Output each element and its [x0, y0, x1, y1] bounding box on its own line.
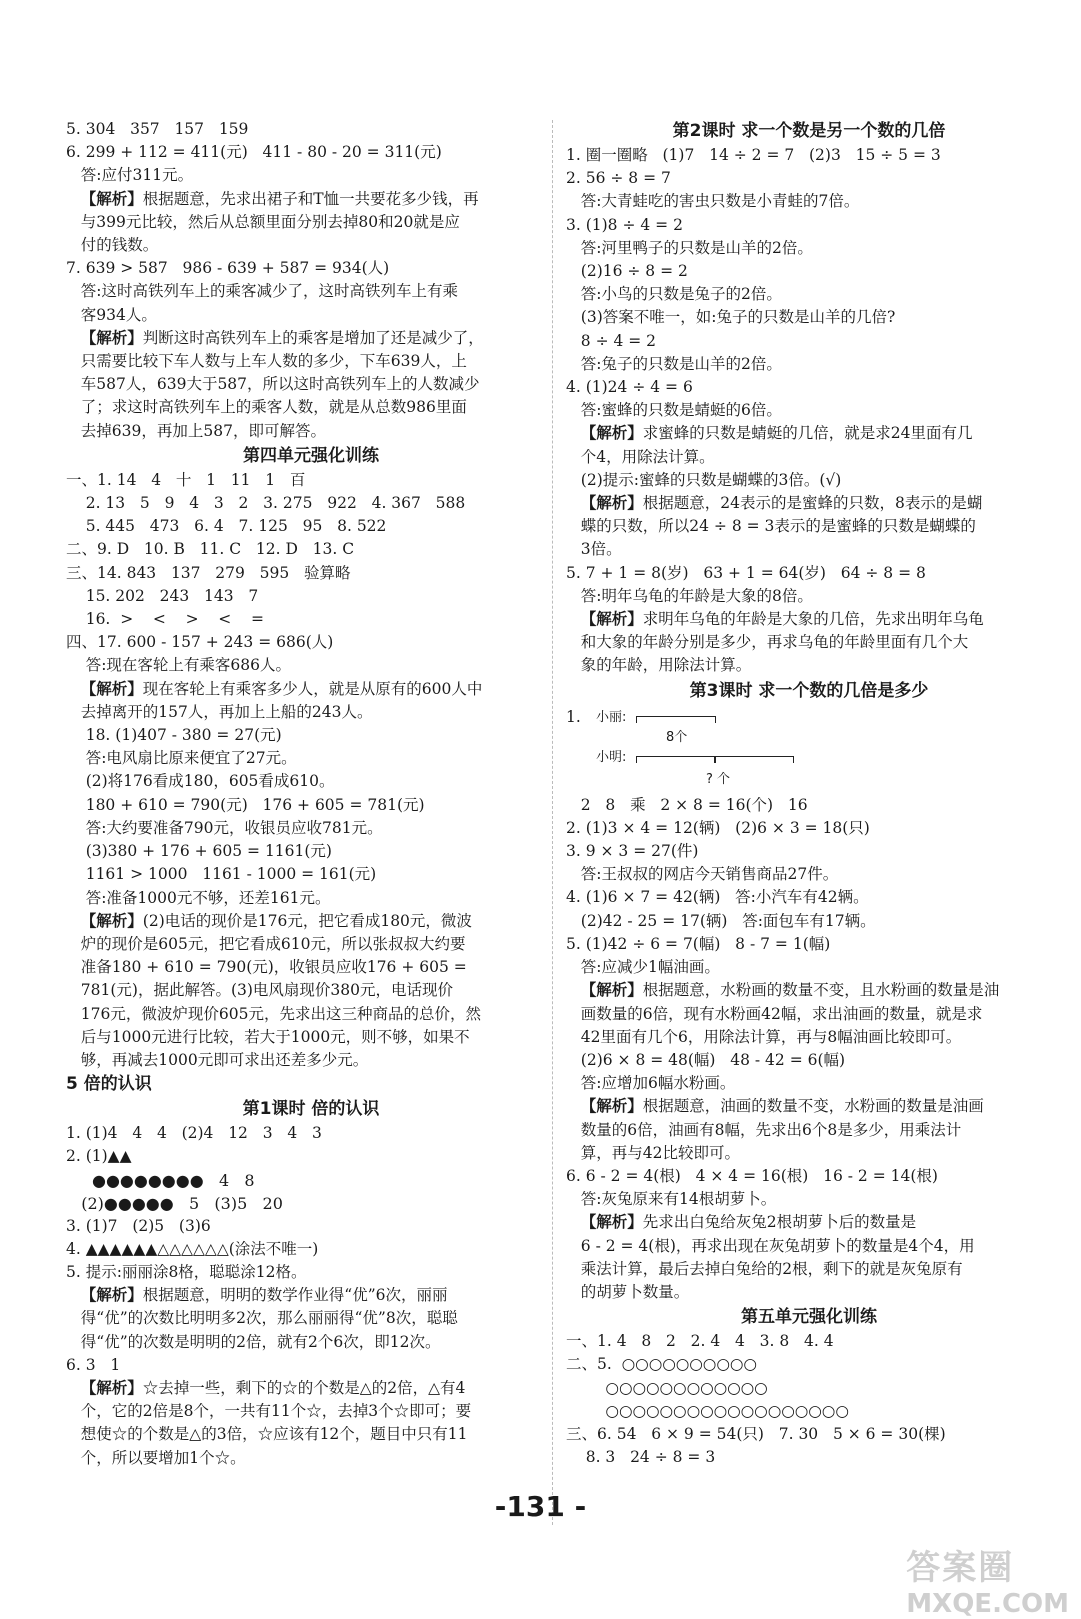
answer-line: 算，再与42比较即可。: [566, 1143, 741, 1162]
answer-line: ○○○○○○○○○○○○: [566, 1378, 768, 1397]
diagram-label-8: 8个: [666, 729, 688, 745]
answer-line: 二、9. D 10. B 11. C 12. D 13. C: [66, 540, 355, 559]
answer-line: 后与1000元进行比较，若大于1000元，则不够，如果不: [66, 1027, 470, 1046]
answer-line: 答:准备1000元不够，还差161元。: [66, 888, 331, 907]
answer-line: 答:兔子的只数是山羊的2倍。: [566, 354, 782, 373]
answer-line: 了；求这时高铁列车上的乘客人数，就是从总数986里面: [66, 398, 467, 417]
diagram-label-xiaoming: 小明:: [596, 749, 627, 765]
answer-line: 去掉离开的157人，再加上上船的243人。: [66, 702, 373, 721]
answer-line: 18. (1)407 - 380 = 27(元): [66, 726, 282, 745]
diagram-bar-xiaoming-2: [714, 756, 794, 763]
answer-line: 【解析】☆去掉一些，剩下的☆的个数是△的2倍，△有4: [80, 1378, 466, 1397]
answer-line: 答:大青蛙吃的害虫只数是小青蛙的7倍。: [566, 192, 860, 211]
lesson1-answers-a: [66, 1122, 556, 1168]
answer-line: 【解析】根据题意，先求出裙子和T恤一共要花多少钱，再: [80, 189, 479, 208]
answers-block-unit4-lesson: [66, 118, 556, 443]
answer-line: 8. 3 24 ÷ 8 = 3: [566, 1448, 716, 1467]
answer-line: 7. 639 > 587 986 - 639 + 587 = 934(人): [66, 259, 390, 278]
answer-line: 个，它的2倍是8个，一共有11个☆，去掉3个☆即可；要: [66, 1402, 472, 1421]
answer-line: 6. 6 - 2 = 4(根) 4 × 4 = 16(根) 16 - 2 = 14(根): [566, 1166, 938, 1185]
answer-line: 答:小鸟的只数是兔子的2倍。: [566, 285, 782, 304]
analysis-tag: 【解析】: [580, 610, 643, 629]
answer-line: 蝶的只数，所以24 ÷ 8 = 3表示的是蜜蜂的只数是蝴蝶的: [566, 517, 976, 536]
answer-line: 只需要比较下车人数与上车人数的多少，下车639人，上: [66, 352, 467, 371]
answer-line: 答:明年乌龟的年龄是大象的8倍。: [566, 586, 813, 605]
answer-line: 5. 提示:丽丽涂8格，聪聪涂12格。: [66, 1262, 307, 1281]
answer-line: 【解析】根据题意，水粉画的数量不变，且水粉画的数量是油: [580, 981, 1000, 1000]
answer-line: 16. > < > < =: [66, 610, 264, 629]
analysis-tag: 【解析】: [80, 679, 143, 698]
answer-line: 42里面有几个6，用除法计算，再与8幅油画比较即可。: [566, 1027, 962, 1046]
answer-line: 答:灰兔原来有14根胡萝卜。: [566, 1190, 777, 1209]
answer-line: 想使☆的个数是△的3倍，☆应该有12个，题目中只有11: [66, 1425, 468, 1444]
answer-line: 6. 299 + 112 = 411(元) 411 - 80 - 20 = 311(元): [66, 143, 442, 162]
answer-line: 画数量的6倍，现有水粉画42幅，求出油画的数量，就是求: [566, 1004, 983, 1023]
answer-line: 够，再减去1000元即可求出还差多少元。: [66, 1050, 369, 1069]
diagram-label-question: ? 个: [706, 771, 731, 787]
analysis-tag: 【解析】: [80, 328, 143, 347]
watermark-line1: 答案圈: [906, 1548, 1015, 1588]
answer-line: 答:这时高铁列车上的乘客减少了，这时高铁列车上有乘: [66, 282, 459, 301]
answer-line: 的胡萝卜数量。: [566, 1282, 690, 1301]
answer-line: 去掉639，再加上587，即可解答。: [66, 421, 326, 440]
answer-line: 3. (1)7 (2)5 (3)6: [66, 1216, 211, 1235]
answer-line: 1161 > 1000 1161 - 1000 = 161(元): [66, 865, 377, 884]
left-column: [66, 118, 556, 1470]
answer-line: 【解析】求蜜蜂的只数是蜻蜓的几倍，就是求24里面有几: [580, 424, 973, 443]
answer-line: 2. 13 5 9 4 3 2 3. 275 922 4. 367 588: [66, 494, 466, 513]
answer-line: 一、1. 14 4 十 1 11 1 百: [66, 470, 306, 489]
answer-line: 答:应增加6幅水粉画。: [566, 1074, 736, 1093]
answer-line: 176元，微波炉现价605元，先求出这三种商品的总价，然: [66, 1004, 481, 1023]
lesson1-title: 第1课时 倍的认识: [242, 1099, 380, 1120]
answer-line: 3. 9 × 3 = 27(件): [566, 842, 699, 861]
answer-line: 和大象的年龄分别是多少，再求乌龟的年龄里面有几个大: [566, 633, 969, 652]
answer-line: 数量的6倍，油画有8幅，先求出6个8是多少，用乘法计: [566, 1120, 962, 1139]
analysis-tag: 【解析】: [80, 1286, 143, 1305]
answer-line: 2. 56 ÷ 8 = 7: [566, 169, 671, 188]
answer-line: 1. 圈一圈略 (1)7 14 ÷ 2 = 7 (2)3 15 ÷ 5 = 3: [566, 146, 941, 164]
answer-line: 5. 304 357 157 159: [66, 120, 249, 138]
line-segment-diagram: [566, 704, 1052, 794]
unit5-training-answers: [566, 1330, 1052, 1469]
watermark: [906, 1540, 1069, 1619]
answer-line: 客934人。: [66, 305, 157, 324]
answer-line: 5. (1)42 ÷ 6 = 7(幅) 8 - 7 = 1(幅): [566, 934, 831, 953]
diagram-bar-xiaoli: [636, 716, 716, 723]
answer-line: 【解析】根据题意，24表示的是蜜蜂的只数，8表示的是蝴: [580, 494, 983, 513]
answer-line: 三、6. 54 6 × 9 = 54(只) 7. 30 5 × 6 = 30(棵): [566, 1424, 946, 1443]
lesson2-answers: [566, 144, 1052, 678]
diagram-bar-xiaoming-1: [636, 756, 716, 763]
answer-line: 5. 445 473 6. 4 7. 125 95 8. 522: [66, 517, 387, 536]
answer-line: 答:电风扇比原来便宜了27元。: [66, 749, 297, 768]
answer-line: 8 ÷ 4 = 2: [566, 331, 657, 350]
answer-line: 得“优”的次数是明明的2倍，就有2个6次，即12次。: [66, 1332, 441, 1351]
analysis-tag: 【解析】: [580, 981, 643, 1000]
answer-line: 答:王叔叔的网店今天销售商品27件。: [566, 865, 839, 884]
analysis-tag: 【解析】: [580, 424, 643, 443]
answer-line: (2)16 ÷ 8 = 2: [566, 262, 688, 281]
answer-line: 一、1. 4 8 2 2. 4 4 3. 8 4. 4: [566, 1332, 834, 1351]
analysis-tag: 【解析】: [580, 1097, 643, 1116]
answer-line: 【解析】(2)电话的现价是176元，把它看成180元，微波: [80, 911, 472, 930]
answer-line: 【解析】现在客轮上有乘客多少人，就是从原有的600人中: [80, 679, 483, 698]
answer-line: 车587人，639大于587，所以这时高铁列车上的人数减少: [66, 375, 480, 394]
diagram-question-number: 1.: [566, 707, 581, 726]
watermark-line2: MXQE.COM: [906, 1589, 1069, 1619]
answer-line: 答:河里鸭子的只数是山羊的2倍。: [566, 238, 813, 257]
answer-line: 5. 7 + 1 = 8(岁) 63 + 1 = 64(岁) 64 ÷ 8 = 8: [566, 563, 926, 582]
answer-line: 6. 3 1: [66, 1355, 121, 1374]
answer-line: 4. (1)24 ÷ 4 = 6: [566, 378, 693, 397]
unit5-title: 5 倍的认识: [66, 1074, 152, 1095]
answer-line: 【解析】求明年乌龟的年龄是大象的几倍，先求出明年乌龟: [580, 610, 984, 629]
answer-line: 781(元)，据此解答。(3)电风扇现价380元，电话现价: [66, 981, 454, 1000]
answer-line: 准备180 + 610 = 790(元)，收银员应收176 + 605 =: [66, 958, 467, 977]
page-number: -131 -: [494, 1490, 587, 1523]
answer-line: 炉的现价是605元，把它看成610元，所以张叔叔大约要: [66, 934, 466, 953]
answer-line: 6 - 2 = 4(根)，再求出现在灰兔胡萝卜的数量是4个4，用: [566, 1236, 975, 1255]
lesson1-circles-row: ●●●●●●●● 4 8: [92, 1170, 255, 1190]
lesson1-answers-c: [66, 1215, 556, 1470]
answer-line: 与399元比较，然后从总额里面分别去掉80和20就是应: [66, 212, 460, 231]
answer-line: 答:现在客轮上有乘客686人。: [66, 656, 292, 675]
answer-line: 答:应减少1幅油画。: [566, 958, 720, 977]
answer-line: (2)42 - 25 = 17(辆) 答:面包车有17辆。: [566, 911, 876, 930]
answer-line: (3)380 + 176 + 605 = 1161(元): [66, 842, 332, 861]
analysis-tag: 【解析】: [580, 1213, 643, 1232]
answer-line: 15. 202 243 143 7: [66, 586, 259, 605]
answer-line: (2)提示:蜜蜂的只数是蝴蝶的3倍。(√): [566, 470, 842, 489]
lesson2-title: 第2课时 求一个数是另一个数的几倍: [672, 121, 946, 141]
right-column: [566, 118, 1052, 1469]
analysis-tag: 【解析】: [80, 189, 143, 208]
answer-line: 2. (1)▲▲: [66, 1147, 132, 1166]
analysis-tag: 【解析】: [80, 1378, 143, 1397]
analysis-tag: 【解析】: [80, 911, 143, 930]
answer-line: 象的年龄，用除法计算。: [566, 656, 752, 675]
answer-line: 【解析】根据题意，油画的数量不变，水粉画的数量是油画: [580, 1097, 984, 1116]
answer-line: 个，所以要增加1个☆。: [66, 1448, 246, 1467]
answer-line: 180 + 610 = 790(元) 176 + 605 = 781(元): [66, 795, 425, 814]
answer-line: 【解析】先求出白兔给灰兔2根胡萝卜后的数量是: [580, 1213, 917, 1232]
answer-line: 个4，用除法计算。: [566, 447, 715, 466]
answer-line: 答:大约要准备790元，收银员应收781元。: [66, 818, 383, 837]
answer-line: 三、14. 843 137 279 595 验算略: [66, 563, 351, 582]
unit5-training-title: 第五单元强化训练: [741, 1307, 877, 1328]
lesson3-answers: [566, 794, 1052, 1304]
answer-line: 四、17. 600 - 157 + 243 = 686(人): [66, 633, 334, 652]
analysis-tag: 【解析】: [580, 494, 643, 513]
diagram-label-xiaoli: 小丽:: [596, 709, 627, 725]
answer-line: ○○○○○○○○○○○○○○○○○○: [566, 1401, 849, 1420]
answer-line: (2)6 × 8 = 48(幅) 48 - 42 = 6(幅): [566, 1050, 846, 1069]
answer-line: (3)答案不唯一，如:兔子的只数是山羊的几倍?: [566, 308, 896, 327]
answer-line: 4. (1)6 × 7 = 42(辆) 答:小汽车有42辆。: [566, 888, 869, 907]
unit4-training-title: 第四单元强化训练: [243, 445, 379, 466]
answer-line: 付的钱数。: [66, 236, 159, 255]
lesson3-title: 第3课时 求一个数的几倍是多少: [689, 680, 929, 701]
answer-line: 2. (1)3 × 4 = 12(辆) (2)6 × 3 = 18(只): [566, 818, 870, 837]
lesson1-circles-row-2: (2)●●●●● 5 (3)5 20: [66, 1193, 283, 1213]
answer-line: 得“优”的次数比明明多2次，那么丽丽得“优”8次，聪聪: [66, 1309, 458, 1328]
answer-line: 3. (1)8 ÷ 4 = 2: [566, 215, 683, 234]
answer-line: 1. (1)4 4 4 (2)4 12 3 4 3: [66, 1124, 322, 1143]
answer-line: 3倍。: [566, 540, 622, 559]
answer-line: (2)将176看成180，605看成610。: [66, 772, 335, 791]
answer-line: 二、5. ○○○○○○○○○○: [566, 1355, 757, 1374]
answer-line: 乘法计算，最后去掉白兔给的2根，剩下的就是灰兔原有: [566, 1259, 963, 1278]
answer-line: 答:应付311元。: [66, 166, 194, 185]
answer-line: 2 8 乘 2 × 8 = 16(个) 16: [566, 795, 808, 814]
unit4-training-answers: [66, 469, 556, 1072]
answer-line: 4. ▲▲▲▲▲▲△△△△△△(涂法不唯一): [66, 1239, 319, 1258]
answer-line: 【解析】判断这时高铁列车上的乘客是增加了还是减少了，: [80, 328, 484, 347]
answer-line: 答:蜜蜂的只数是蜻蜓的6倍。: [566, 401, 782, 420]
answer-line: 【解析】根据题意，明明的数学作业得“优”6次，丽丽: [80, 1286, 448, 1305]
